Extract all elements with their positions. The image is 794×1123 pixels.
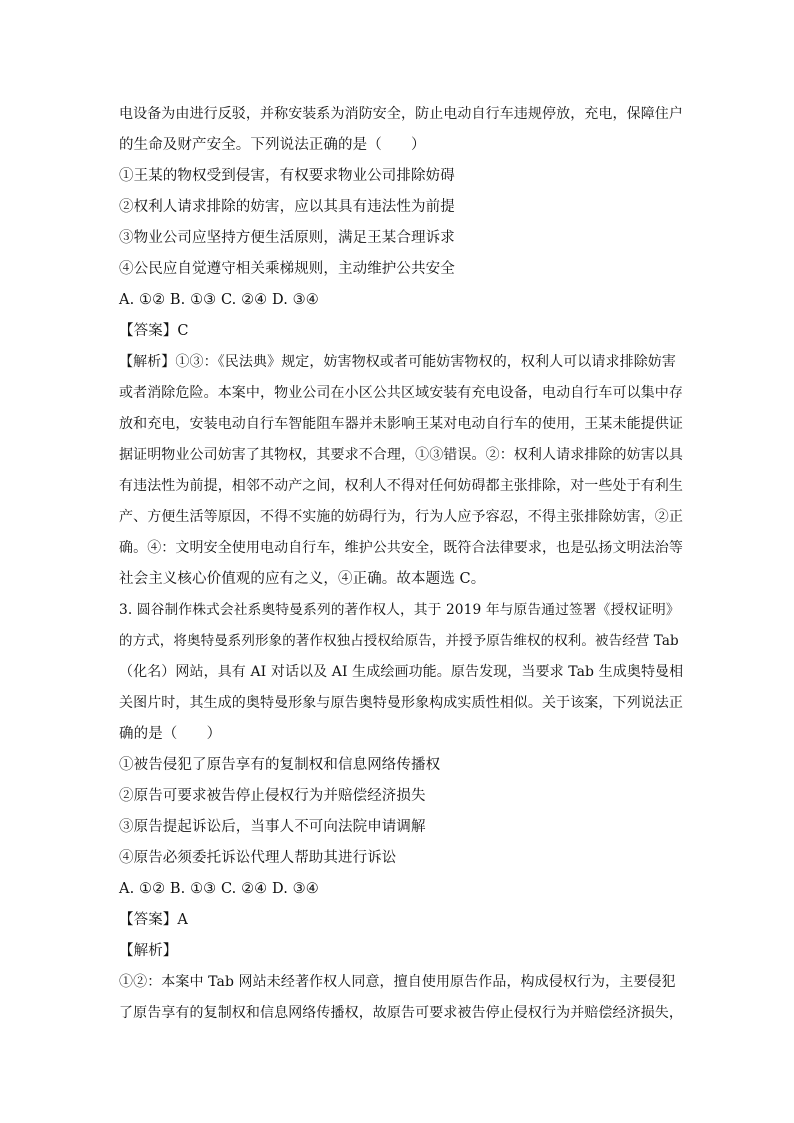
text-line: 的生命及财产安全。下列说法正确的是（ ）: [119, 137, 426, 153]
question-text: 的方式，将奥特曼系列形象的著作权独占授权给原告，并授予原告维权的权利。被告经营 Tab: [119, 633, 679, 649]
option-statement: ②原告可要求被告停止侵权行为并赔偿经济损失: [119, 788, 426, 804]
analysis-line: 确。④：文明安全使用电动自行车，维护公共安全，既符合法律要求，也是弘扬文明法治等: [119, 540, 683, 556]
analysis-line: 或者消除危险。本案中，物业公司在小区公共区域安装有充电设备，电动自行车可以集中存: [119, 385, 683, 401]
document-body: [119, 99, 685, 1029]
option-statement: ①王某的物权受到侵害，有权要求物业公司排除妨碍: [119, 168, 455, 184]
text-line: 电设备为由进行反驳，并称安装系为消防安全，防止电动自行车违规停放，充电，保障住户: [119, 106, 683, 122]
option-statement: ③物业公司应坚持方便生活原则，满足王某合理诉求: [119, 230, 455, 246]
analysis-label: 【解析】: [119, 943, 178, 959]
answer-choices: A. ①② B. ①③ C. ②④ D. ③④: [119, 292, 319, 308]
analysis-line: 产、方便生活等原因，不得不实施的妨碍行为，行为人应予容忍，不得主张排除妨害，②正: [119, 509, 683, 525]
analysis-line: ①②：本案中 Tab 网站未经著作权人同意，擅自使用原告作品，构成侵权行为，主要侵犯: [119, 974, 676, 990]
analysis-line: 放和充电，安装电动自行车智能阻车器并未影响王某对电动自行车的使用，王某未能提供证: [119, 416, 683, 432]
option-statement: ④公民应自觉遵守相关乘梯规则，主动维护公共安全: [119, 261, 455, 277]
option-statement: ③原告提起诉讼后，当事人不可向法院申请调解: [119, 819, 426, 835]
answer-label: 【答案】C: [119, 323, 189, 339]
option-statement: ④原告必须委托诉讼代理人帮助其进行诉讼: [119, 850, 397, 866]
question-text: 确的是（ ）: [119, 726, 222, 742]
option-statement: ②权利人请求排除的妨害，应以其具有违法性为前提: [119, 199, 455, 215]
analysis-line: 据证明物业公司妨害了其物权，其要求不合理，①③错误。②：权利人请求排除的妨害以具: [119, 447, 683, 463]
option-statement: ①被告侵犯了原告享有的复制权和信息网络传播权: [119, 757, 441, 773]
analysis-line: 社会主义核心价值观的应有之义，④正确。故本题选 C。: [119, 571, 486, 587]
analysis-line: 【解析】①③：《民法典》规定，妨害物权或者可能妨害物权的，权利人可以请求排除妨害: [119, 354, 676, 370]
question-text: 3. 圆谷制作株式会社系奥特曼系列的著作权人，其于 2019 年与原告通过签署《授权证明》: [119, 602, 680, 618]
question-text: （化名）网站，具有 AI 对话以及 AI 生成绘画功能。原告发现，当要求 Tab 生成奥特曼相: [119, 664, 684, 680]
analysis-line: 了原告享有的复制权和信息网络传播权，故原告可要求被告停止侵权行为并赔偿经济损失，: [119, 1005, 683, 1021]
answer-label: 【答案】A: [119, 912, 188, 928]
answer-choices: A. ①② B. ①③ C. ②④ D. ③④: [119, 881, 319, 897]
analysis-line: 有违法性为前提，相邻不动产之间，权利人不得对任何妨碍都主张排除，对一些处于有利生: [119, 478, 683, 494]
question-text: 关图片时，其生成的奥特曼形象与原告奥特曼形象构成实质性相似。关于该案，下列说法正: [119, 695, 683, 711]
